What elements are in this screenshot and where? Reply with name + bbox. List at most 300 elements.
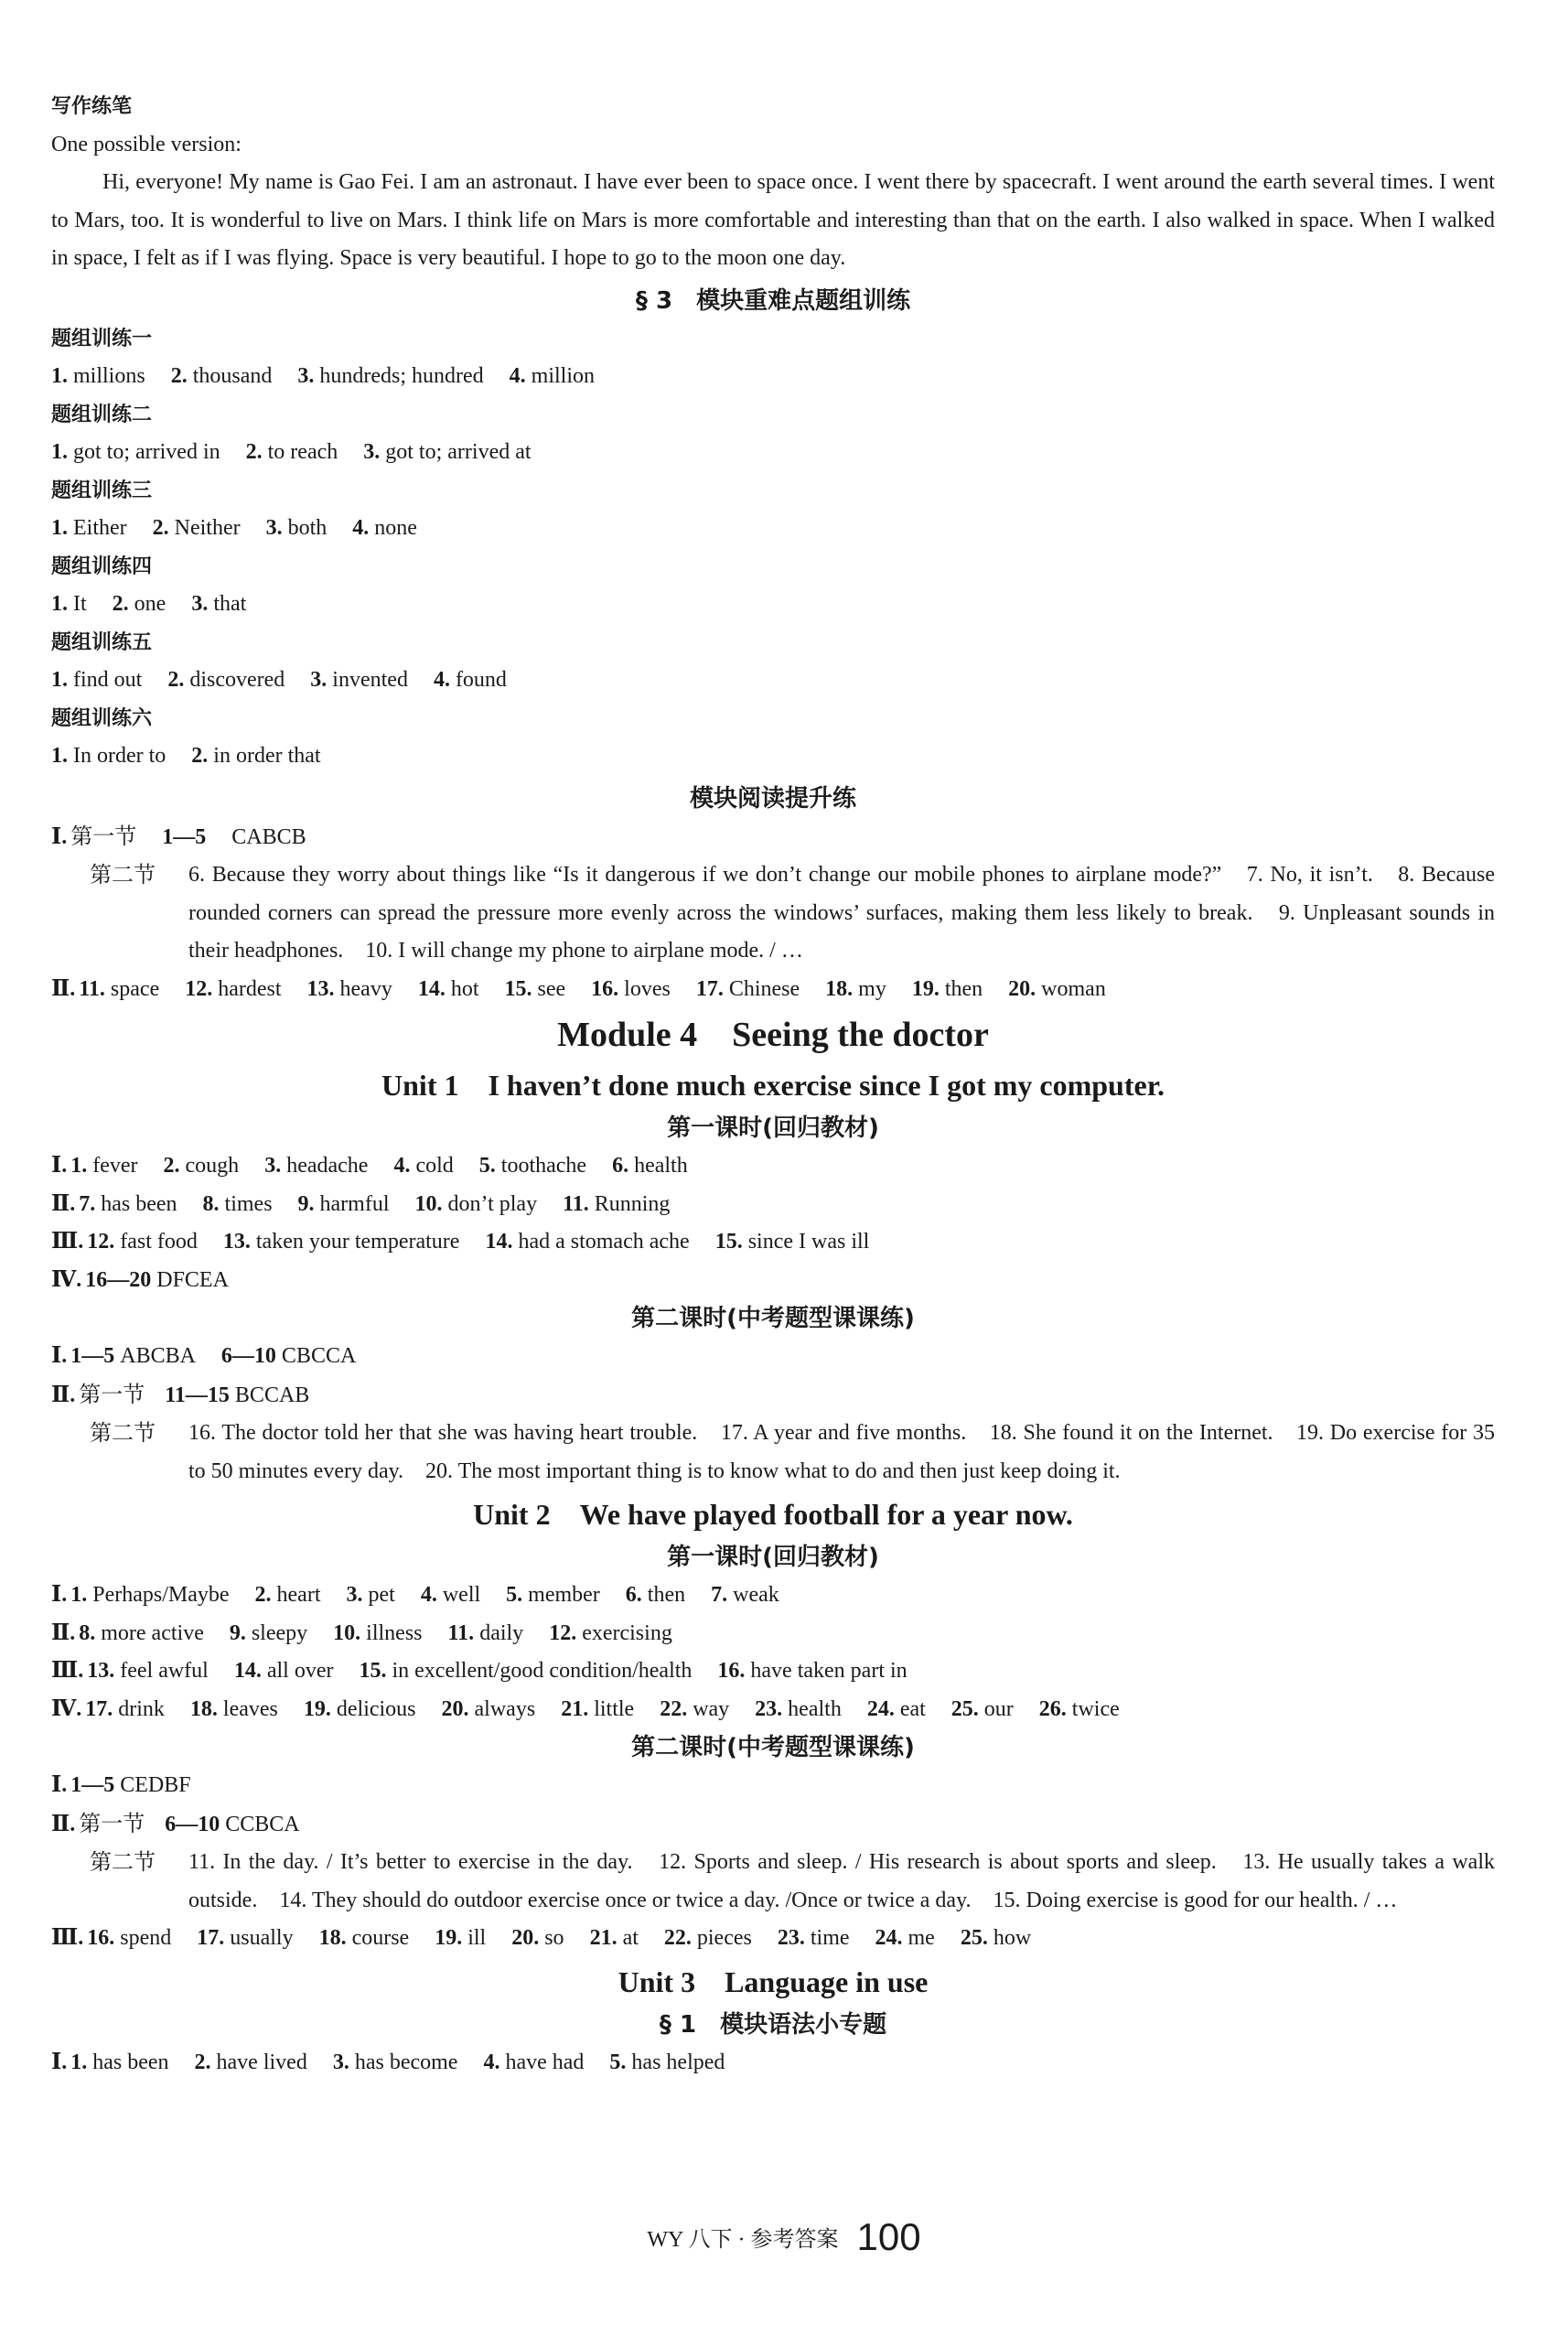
unit-1-lesson-2-row-2 bbox=[51, 1376, 1495, 1415]
answer-item bbox=[359, 1659, 692, 1683]
item-number: 2. bbox=[194, 2050, 211, 2074]
item-answer: since I was ill bbox=[747, 1230, 870, 1254]
answer-item bbox=[421, 1583, 480, 1607]
roman-numeral: Ⅲ. bbox=[51, 1659, 84, 1683]
item-answer: drink bbox=[118, 1696, 165, 1721]
item-number: 1—5 bbox=[70, 1344, 115, 1368]
answer-item bbox=[961, 1926, 1031, 1950]
item-number: 5. bbox=[506, 1583, 523, 1607]
group-answers bbox=[51, 586, 1495, 624]
item-number: 3. bbox=[191, 592, 209, 616]
item-number: 9. bbox=[297, 1191, 315, 1216]
roman-numeral: Ⅱ. bbox=[51, 1812, 76, 1836]
item-answer: that bbox=[213, 592, 247, 616]
item-answer: none bbox=[374, 516, 417, 540]
item-answer: toothache bbox=[500, 1154, 587, 1178]
answer-items bbox=[70, 1154, 713, 1178]
answer-item bbox=[415, 1192, 538, 1216]
item-number: 6—10 bbox=[220, 1344, 276, 1368]
item-answer: woman bbox=[1041, 976, 1106, 1001]
item-number: 20. bbox=[1008, 976, 1036, 1001]
item-number: 2. bbox=[163, 1154, 180, 1178]
item-answer: pet bbox=[368, 1583, 395, 1607]
item-answer: headache bbox=[286, 1154, 369, 1178]
page-number: 100 bbox=[856, 2215, 921, 2258]
item-number: 19. bbox=[435, 1926, 463, 1950]
answer-items bbox=[85, 1697, 1145, 1721]
answer-item bbox=[448, 1621, 524, 1645]
answer-item bbox=[561, 1697, 634, 1721]
item-number: 11. bbox=[447, 1620, 475, 1645]
item-answer: little bbox=[594, 1696, 635, 1721]
roman-numeral: Ⅳ. bbox=[51, 1696, 82, 1721]
reading-part1 bbox=[51, 818, 1495, 857]
item-number: 21. bbox=[589, 1926, 618, 1950]
answer-item bbox=[203, 1192, 273, 1216]
answer-row bbox=[51, 1223, 1495, 1262]
answer-item bbox=[717, 1659, 907, 1683]
item-answer: eat bbox=[899, 1696, 926, 1721]
item-answer: invented bbox=[332, 668, 408, 692]
roman-numeral: Ⅱ. bbox=[51, 976, 76, 1001]
unit-2-lesson-2-row-1 bbox=[51, 1767, 1495, 1805]
unit-2-lesson-1-rows bbox=[51, 1577, 1495, 1728]
item-number: 23. bbox=[777, 1926, 805, 1950]
unit-2-lesson-2-title: 第二课时(中考题型课课练) bbox=[631, 1734, 915, 1761]
group-label: 题组训练六 bbox=[51, 706, 153, 730]
answer-item bbox=[165, 1383, 309, 1407]
item-answer: CCBCA bbox=[225, 1812, 300, 1836]
item-number: 19. bbox=[303, 1696, 331, 1721]
item-number: 12. bbox=[87, 1230, 115, 1254]
answer-item bbox=[79, 1621, 204, 1645]
item-answer: cough bbox=[185, 1154, 240, 1178]
roman-numeral: Ⅲ. bbox=[51, 1230, 84, 1254]
item-answer: discovered bbox=[189, 668, 285, 692]
answer-item bbox=[297, 364, 483, 388]
answer-row bbox=[51, 1691, 1495, 1729]
unit-3-title: Unit 3 Language in use bbox=[618, 1964, 929, 1998]
item-number: 2. bbox=[112, 592, 129, 616]
item-number: 13. bbox=[87, 1659, 115, 1683]
item-number: 24. bbox=[866, 1696, 895, 1721]
answer-letters: CABCB bbox=[231, 824, 306, 849]
item-answer: don’t play bbox=[447, 1191, 538, 1216]
group-answers bbox=[51, 662, 1495, 700]
answer-item bbox=[304, 1697, 416, 1721]
item-answer: hot bbox=[450, 976, 479, 1001]
item-number: 1. bbox=[51, 744, 68, 768]
item-answer: fever bbox=[92, 1154, 138, 1178]
unit-1-lesson-2-row-3-text: 16. The doctor told her that she was having heart trouble. 17. A year and five months. 18. She found it on the Internet. 19. Do exercise for 35 to 50 minutes every day. 20. The most important thing is to know what to do and then just keep doing it. bbox=[188, 1421, 1495, 1483]
item-answer: DFCEA bbox=[156, 1267, 229, 1292]
unit-1-lesson-2-row-1 bbox=[51, 1338, 1495, 1376]
answer-item bbox=[352, 516, 417, 540]
unit-1-lesson-2-row-3 bbox=[51, 1415, 1495, 1491]
answer-items bbox=[87, 1659, 932, 1683]
group-label: 题组训练五 bbox=[51, 630, 153, 654]
answer-item bbox=[549, 1621, 672, 1645]
item-answer: has been bbox=[92, 2050, 169, 2074]
answer-item bbox=[51, 440, 220, 464]
page-footer bbox=[0, 2215, 1568, 2260]
answer-item bbox=[171, 364, 273, 388]
part-label: 第二节 bbox=[90, 862, 156, 888]
answer-item bbox=[778, 1926, 850, 1950]
item-answer: has become bbox=[354, 2050, 458, 2074]
answer-items bbox=[70, 1583, 805, 1607]
answer-item bbox=[442, 1697, 536, 1721]
item-answer: how bbox=[993, 1926, 1032, 1950]
item-number: 6. bbox=[612, 1154, 629, 1178]
item-answer: in order that bbox=[213, 744, 321, 768]
item-number: 2. bbox=[152, 516, 169, 540]
item-answer: usually bbox=[230, 1926, 294, 1950]
answer-row bbox=[51, 1652, 1495, 1691]
item-answer: had a stomach ache bbox=[518, 1230, 690, 1254]
answer-items bbox=[165, 1383, 335, 1407]
item-number: 18. bbox=[318, 1926, 347, 1950]
item-number: 25. bbox=[950, 1696, 979, 1721]
footer-label: WY 八下 · 参考答案 bbox=[647, 2228, 839, 2252]
answer-item bbox=[435, 1926, 486, 1950]
item-answer: then bbox=[944, 976, 983, 1001]
group-label: 题组训练三 bbox=[51, 479, 153, 502]
item-answer: leaves bbox=[222, 1696, 278, 1721]
item-number: 14. bbox=[233, 1659, 262, 1683]
item-answer: taken your temperature bbox=[255, 1230, 460, 1254]
item-answer: feel awful bbox=[120, 1659, 209, 1683]
module-title: Module 4 Seeing the doctor bbox=[557, 1016, 989, 1054]
answer-item bbox=[70, 2051, 168, 2074]
item-number: 2. bbox=[170, 364, 188, 388]
item-number: 15. bbox=[504, 976, 532, 1001]
item-number: 4. bbox=[393, 1154, 411, 1178]
item-answer: way bbox=[693, 1696, 730, 1721]
answer-item bbox=[479, 1154, 586, 1178]
item-number: 1—5 bbox=[70, 1773, 115, 1797]
item-number: 5. bbox=[478, 1154, 496, 1178]
answer-item bbox=[307, 977, 392, 1001]
item-answer: sleepy bbox=[251, 1620, 308, 1645]
item-number: 12. bbox=[549, 1620, 577, 1645]
answer-item bbox=[79, 977, 159, 1001]
item-number: 3. bbox=[264, 1154, 282, 1178]
answer-items bbox=[87, 1230, 895, 1254]
item-number: 16. bbox=[717, 1659, 746, 1683]
answer-items bbox=[87, 1926, 1057, 1950]
unit-3-section-1-title: § 1 模块语法小专题 bbox=[659, 2010, 887, 2039]
item-number: 3. bbox=[346, 1583, 363, 1607]
answer-row bbox=[51, 1186, 1495, 1224]
answer-item bbox=[609, 2051, 725, 2074]
answer-item bbox=[87, 1230, 198, 1254]
answer-item bbox=[626, 1583, 685, 1607]
item-answer: million bbox=[531, 364, 595, 388]
roman-numeral: Ⅲ. bbox=[51, 1926, 84, 1950]
item-number: 4. bbox=[433, 668, 450, 692]
item-answer: course bbox=[351, 1926, 410, 1950]
item-answer: heart bbox=[276, 1583, 321, 1607]
item-answer: exercising bbox=[582, 1620, 672, 1645]
reading-part2 bbox=[51, 856, 1495, 971]
item-answer: times bbox=[224, 1191, 273, 1216]
part-label: 第一节 bbox=[79, 1810, 145, 1836]
item-answer: see bbox=[537, 976, 566, 1001]
roman-numeral: Ⅰ. bbox=[51, 824, 68, 849]
answer-items bbox=[79, 977, 1132, 1001]
item-number: 17. bbox=[85, 1696, 113, 1721]
answer-item bbox=[867, 1697, 926, 1721]
answer-item bbox=[70, 1773, 190, 1797]
item-number: 3. bbox=[310, 668, 328, 692]
answer-item bbox=[51, 364, 145, 388]
item-number: 1. bbox=[51, 364, 68, 388]
item-number: 4. bbox=[352, 516, 370, 540]
answer-item bbox=[246, 440, 338, 464]
answer-item bbox=[715, 1230, 870, 1254]
group-label: 题组训练四 bbox=[51, 554, 153, 578]
item-answer: hardest bbox=[218, 976, 282, 1001]
answer-item bbox=[1008, 977, 1106, 1001]
item-answer: heavy bbox=[339, 976, 392, 1001]
answer-item bbox=[70, 1583, 229, 1607]
answer-item bbox=[711, 1583, 779, 1607]
item-answer: CEDBF bbox=[120, 1773, 191, 1797]
roman-numeral: Ⅰ. bbox=[51, 2050, 68, 2074]
item-answer: spend bbox=[120, 1926, 172, 1950]
item-answer: has helped bbox=[631, 2050, 725, 2074]
reading-title: 模块阅读提升练 bbox=[689, 784, 856, 813]
roman-numeral: Ⅰ. bbox=[51, 1344, 68, 1368]
item-number: 6—10 bbox=[165, 1812, 220, 1836]
answer-item bbox=[221, 1344, 356, 1368]
item-number: 17. bbox=[197, 1926, 225, 1950]
answer-item bbox=[153, 516, 241, 540]
answer-item bbox=[85, 1268, 229, 1292]
item-answer: have lived bbox=[216, 2050, 307, 2074]
item-answer: found bbox=[455, 668, 507, 692]
writing-intro: One possible version: bbox=[51, 132, 242, 156]
item-answer: Perhaps/Maybe bbox=[92, 1583, 230, 1607]
answer-item bbox=[590, 1926, 639, 1950]
item-number: 25. bbox=[960, 1926, 988, 1950]
answer-item bbox=[664, 1926, 752, 1950]
item-number: 8. bbox=[79, 1620, 96, 1645]
answer-item bbox=[264, 1154, 368, 1178]
item-number: 3. bbox=[363, 440, 381, 464]
answer-items bbox=[70, 1773, 216, 1797]
answer-row bbox=[51, 1147, 1495, 1186]
item-number: 26. bbox=[1038, 1696, 1067, 1721]
answer-row bbox=[51, 1615, 1495, 1653]
item-answer: my bbox=[858, 976, 886, 1001]
item-number: 11. bbox=[79, 976, 105, 1001]
answer-item bbox=[510, 364, 595, 388]
item-answer: member bbox=[528, 1583, 600, 1607]
item-answer: has been bbox=[101, 1191, 177, 1216]
item-answer: BCCAB bbox=[234, 1383, 310, 1407]
answer-item bbox=[347, 1583, 395, 1607]
answer-item bbox=[418, 977, 479, 1001]
item-number: 2. bbox=[254, 1583, 272, 1607]
answer-item bbox=[197, 1926, 293, 1950]
item-number: 10. bbox=[333, 1620, 361, 1645]
item-number: 24. bbox=[875, 1926, 903, 1950]
item-number: 16—20 bbox=[85, 1267, 152, 1292]
answer-item bbox=[79, 1192, 177, 1216]
answer-items bbox=[165, 1813, 325, 1836]
item-number: 3. bbox=[265, 516, 283, 540]
item-answer: cold bbox=[415, 1154, 454, 1178]
answer-item bbox=[164, 1154, 240, 1178]
item-number: 3. bbox=[297, 364, 315, 388]
answer-item bbox=[591, 977, 671, 1001]
item-number: 4. bbox=[509, 364, 526, 388]
item-number: 4. bbox=[420, 1583, 437, 1607]
item-number: 20. bbox=[441, 1696, 469, 1721]
roman-numeral: Ⅰ. bbox=[51, 1773, 68, 1797]
unit-3-row-1 bbox=[51, 2044, 1495, 2083]
item-number: 5. bbox=[609, 2050, 627, 2074]
item-number: 16. bbox=[591, 976, 619, 1001]
roman-numeral: Ⅳ. bbox=[51, 1267, 82, 1292]
answer-item bbox=[185, 977, 281, 1001]
unit-2-title: Unit 2 We have played football for a year now. bbox=[473, 1498, 1073, 1531]
answer-row bbox=[51, 1577, 1495, 1615]
unit-1-lesson-1-title: 第一课时(回归教材) bbox=[667, 1114, 879, 1142]
unit-2-lesson-1-title: 第一课时(回归教材) bbox=[667, 1544, 879, 1571]
item-number: 3. bbox=[332, 2050, 349, 2074]
item-answer: have had bbox=[505, 2050, 585, 2074]
item-answer: Either bbox=[73, 516, 127, 540]
item-answer: daily bbox=[479, 1620, 524, 1645]
answer-item bbox=[191, 744, 320, 768]
answer-item bbox=[393, 1154, 453, 1178]
roman-numeral: Ⅰ. bbox=[51, 1583, 68, 1607]
item-number: 2. bbox=[191, 744, 209, 768]
part-label: 第二节 bbox=[90, 1849, 156, 1875]
answer-item bbox=[696, 977, 800, 1001]
answer-item bbox=[223, 1230, 460, 1254]
item-answer: Chinese bbox=[728, 976, 800, 1001]
answer-item bbox=[51, 592, 87, 616]
item-answer: got to; arrived at bbox=[385, 440, 532, 464]
item-number: 19. bbox=[911, 976, 940, 1001]
part-label: 第一节 bbox=[79, 1381, 145, 1407]
item-answer: got to; arrived in bbox=[73, 440, 220, 464]
answer-item bbox=[319, 1926, 410, 1950]
answer-item bbox=[912, 977, 983, 1001]
answer-item bbox=[85, 1697, 165, 1721]
item-number: 1. bbox=[70, 1583, 88, 1607]
item-answer: time bbox=[810, 1926, 850, 1950]
answer-item bbox=[51, 516, 127, 540]
answer-item bbox=[434, 668, 507, 692]
item-number: 9. bbox=[229, 1620, 246, 1645]
item-number: 14. bbox=[485, 1230, 513, 1254]
item-number: 1. bbox=[51, 440, 68, 464]
answer-item bbox=[195, 2051, 307, 2074]
item-number: 17. bbox=[695, 976, 724, 1001]
item-answer: millions bbox=[73, 364, 145, 388]
item-answer: weak bbox=[733, 1583, 779, 1607]
answer-item bbox=[298, 1192, 390, 1216]
unit-1-lesson-1-rows bbox=[51, 1147, 1495, 1299]
item-number: 11. bbox=[563, 1191, 589, 1216]
answer-item bbox=[825, 977, 886, 1001]
item-number: 7. bbox=[711, 1583, 728, 1607]
item-number: 1. bbox=[70, 2050, 88, 2074]
item-number: 14. bbox=[417, 976, 446, 1001]
answer-item bbox=[191, 592, 246, 616]
section-3-groups bbox=[51, 320, 1495, 776]
part-label: 第二节 bbox=[90, 1420, 156, 1446]
unit-1-lesson-2-title: 第二课时(中考题型课课练) bbox=[631, 1305, 915, 1332]
group-label: 题组训练一 bbox=[51, 327, 153, 350]
group-answers bbox=[51, 737, 1495, 776]
answer-item bbox=[505, 977, 566, 1001]
item-answer: Neither bbox=[174, 516, 241, 540]
answer-item bbox=[333, 1621, 422, 1645]
item-number: 2. bbox=[167, 668, 185, 692]
answer-item bbox=[951, 1697, 1014, 1721]
item-answer: illness bbox=[366, 1620, 423, 1645]
answer-item bbox=[1039, 1697, 1120, 1721]
answer-page bbox=[51, 88, 1495, 2082]
item-answer: space bbox=[110, 976, 160, 1001]
item-answer: so bbox=[544, 1926, 564, 1950]
item-answer: me bbox=[908, 1926, 935, 1950]
answer-items bbox=[79, 1621, 698, 1645]
unit-2-lesson-2-row-3 bbox=[51, 1844, 1495, 1920]
answer-item bbox=[660, 1697, 729, 1721]
unit-2-lesson-2-row-2 bbox=[51, 1805, 1495, 1845]
item-number: 21. bbox=[561, 1696, 589, 1721]
answer-items bbox=[85, 1268, 254, 1292]
item-answer: Running bbox=[594, 1191, 671, 1216]
answer-item bbox=[51, 668, 142, 692]
item-number: 1. bbox=[51, 668, 68, 692]
item-answer: In order to bbox=[73, 744, 166, 768]
answer-item bbox=[483, 2051, 584, 2074]
answer-item bbox=[755, 1697, 842, 1721]
item-number: 11—15 bbox=[165, 1383, 230, 1407]
item-answer: CBCCA bbox=[281, 1344, 357, 1368]
answer-item bbox=[165, 1813, 299, 1836]
item-answer: ill bbox=[467, 1926, 487, 1950]
answer-items bbox=[70, 2051, 750, 2074]
item-answer: in excellent/good condition/health bbox=[392, 1659, 693, 1683]
item-answer: find out bbox=[73, 668, 143, 692]
answer-item bbox=[875, 1926, 935, 1950]
answer-item bbox=[255, 1583, 321, 1607]
answer-item bbox=[70, 1344, 196, 1368]
item-answer: then bbox=[647, 1583, 686, 1607]
answer-item bbox=[310, 668, 408, 692]
item-number: 13. bbox=[306, 976, 335, 1001]
item-answer: harmful bbox=[319, 1191, 390, 1216]
item-number: 22. bbox=[663, 1926, 692, 1950]
item-number: 16. bbox=[87, 1926, 115, 1950]
answer-item bbox=[234, 1659, 334, 1683]
item-answer: twice bbox=[1071, 1696, 1120, 1721]
group-answers bbox=[51, 510, 1495, 548]
answer-item bbox=[51, 744, 166, 768]
answer-item bbox=[333, 2051, 458, 2074]
item-answer: delicious bbox=[336, 1696, 416, 1721]
answer-range: 1—5 bbox=[162, 824, 207, 849]
